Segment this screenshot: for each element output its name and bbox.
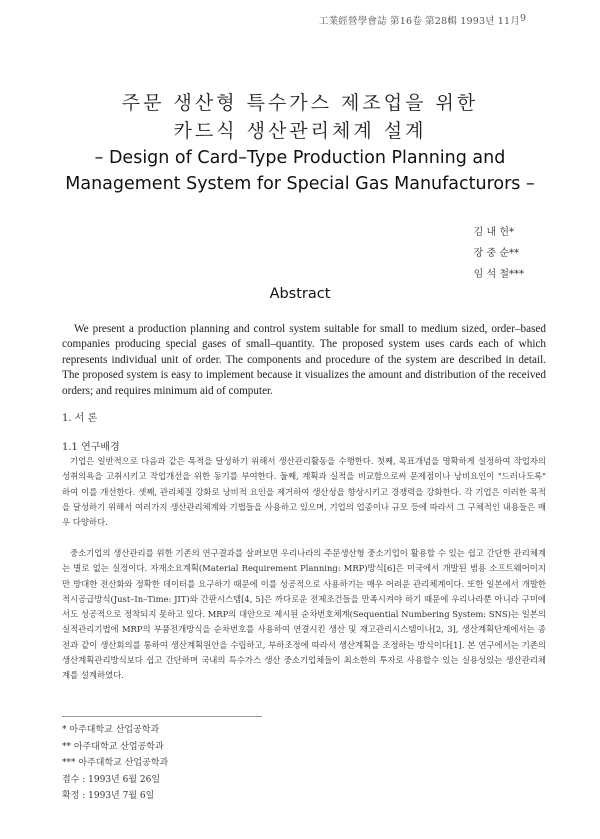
body-paragraph-2: 중소기업의 생산관리를 위한 기존의 연구결과를 살펴보면 우리나라의 주문생산형 중소기업이 활용할 수 있는 쉽고 간단한 관리체계는 별로 없는 실정이다. 자재소요계획(Material Requirement Planning: MRP)방식[6]은 미국에서 개발된 범용 소프트웨어이지만 방대한 전산화와 정확한 데이터를 요구하기 때문에 이를 성공적으로 사용하기는 매우 어려운 관리체계이다. 또한 일본에서 개발한 적시공급방식(Just–In–Time: JIT)와 간판시스템[4, 5]은 까다로운 전제조건들을 만족시켜야 하기 때문에 우리나라뿐 아니라 구미에서도 성공적으로 정착되지 못하고 있다. MRP의 대안으로 제시된 순차번호체계(Sequential Numbering System: SNS)는 일본의 실적관리기법에 MRP의 부품전개방식을 순차번호를 사용하여 연결시킨 생산 및 재고관리시스템이나[2, 3], 생산계획단계에서는 종전과 같이 생산회의를 통하여 생산계획원안을 수립하고, 부하조정에 따라서 생산계획을 조정하는 방식이다[1]. 본 연구에서는 기존의 생산계획관리방식보다 쉽고 간단하며 국내의 특수가스 생산 중소기업체들이 최소한의 투자로 사용할수 있는 실용성있는 생산관리체계를 설계하였다. bbox=[62, 548, 546, 681]
footnote-author-2: ** 아주대학교 산업공학과 bbox=[62, 741, 164, 752]
author-1: 김 내 헌* bbox=[473, 227, 514, 238]
english-title-line-2: Management System for Special Gas Manufacturors – bbox=[65, 174, 535, 194]
abstract-text: We present a production planning and control system suitable for small to medium sized, order–based companies producing special gases of small–quantity. The proposed system uses cards each of which represents individual unit of order. The components and procedure of the system are described in detail. The proposed system is easy to implement because it visualizes the amount and distribution of the received orders; and requires minimum aid of computer. bbox=[62, 323, 546, 397]
page-number: 9 bbox=[519, 13, 526, 24]
footnotes bbox=[62, 722, 168, 805]
journal-header: 工業經營學會誌 第16卷 第28輯 1993년 11月 bbox=[318, 16, 520, 27]
korean-title-line-2: 카드식 생산관리체계 설계 bbox=[173, 120, 427, 142]
subsection-heading: 1.1 연구배경 bbox=[62, 442, 120, 453]
footnote-divider bbox=[62, 716, 262, 717]
body-paragraph-1: 기업은 일반적으로 다음과 같은 목적을 달성하기 위해서 생산관리활동을 수행한다. 첫째, 목표개념을 명확하게 설정하여 작업자의 성취의욕을 고취시키고 작업개선을 위한 동기를 부여한다. 둘째, 계획과 실적을 비교함으로써 문제점이나 낭비요인이 "드러나도록" 하여 이를 개선한다. 셋째, 관리체질 강화로 낭비적 요인을 제거하여 생산성을 향상시키고 경쟁력을 강화한다. 각 기업은 이러한 목적을 달성하기 위해서 여러가지 생산관리체계와 기법들을 사용하고 있으며, 기업의 업종이나 규모 등에 따라서 그 구체적인 내용들은 매우 다양하다. bbox=[62, 456, 546, 528]
section-heading: 1. 서 론 bbox=[62, 413, 98, 424]
footnote-accepted-date: 확정 : 1993년 7월 6일 bbox=[62, 791, 155, 801]
author-list bbox=[474, 222, 524, 285]
footnote-author-3: *** 아주대학교 산업공학과 bbox=[62, 758, 169, 768]
author-3: 임 석 철*** bbox=[473, 269, 524, 280]
author-2: 장 중 순** bbox=[473, 248, 519, 259]
footnote-received-date: 접수 : 1993년 6월 26일 bbox=[62, 774, 161, 785]
footnote-author-1: * 아주대학교 산업공학과 bbox=[62, 725, 160, 735]
english-title-line-1: – Design of Card–Type Production Planning and bbox=[94, 148, 506, 168]
korean-title-line-1: 주문 생산형 특수가스 제조업을 위한 bbox=[121, 92, 479, 114]
abstract-heading: Abstract bbox=[269, 286, 331, 302]
